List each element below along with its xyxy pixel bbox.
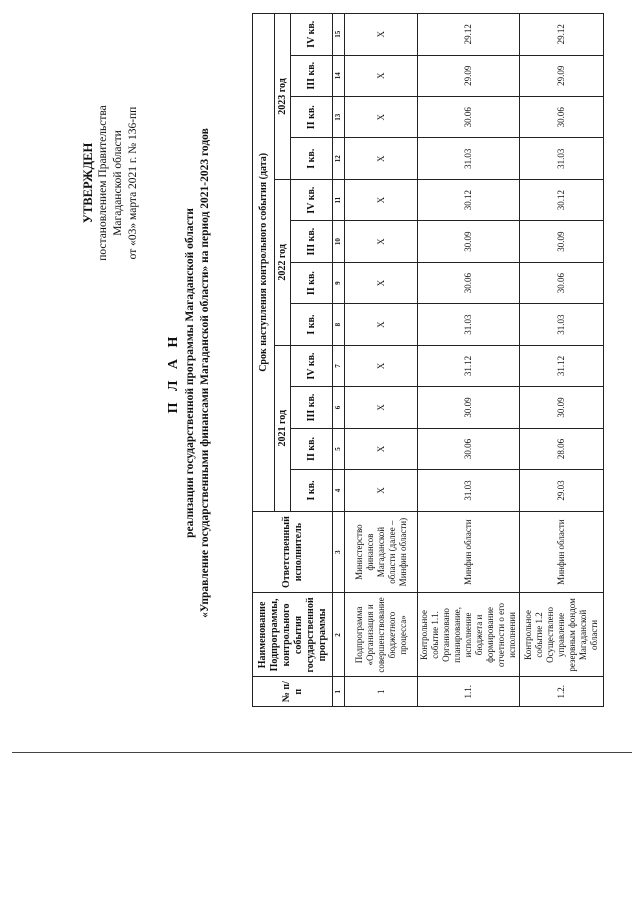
row-date: X (345, 96, 418, 137)
row-date: 31.12 (520, 345, 604, 386)
row-date: X (345, 470, 418, 511)
row-date: X (345, 14, 418, 56)
row-date: 29.03 (520, 470, 604, 511)
column-number: 11 (333, 179, 345, 220)
row-date: 30.06 (418, 96, 520, 137)
header-quarter: IV кв. (291, 345, 333, 386)
header-term: Срок наступления контрольного события (дата) (253, 14, 275, 512)
column-number: 14 (333, 55, 345, 96)
row-date: X (345, 262, 418, 303)
row-date: 30.09 (418, 221, 520, 262)
header-quarter: I кв. (291, 304, 333, 345)
table-row (418, 14, 520, 707)
row-date: 29.12 (520, 14, 604, 56)
header-num: № п/п (253, 677, 333, 707)
column-number: 10 (333, 221, 345, 262)
header-year-2021: 2021 год (275, 345, 291, 511)
title-word: П Л А Н (166, 332, 181, 414)
title-line-1: реализации государственной программы Магаданской области (184, 208, 196, 538)
row-date: 31.03 (520, 304, 604, 345)
header-quarter: III кв. (291, 387, 333, 428)
header-quarter: IV кв. (291, 179, 333, 220)
row-date: 30.09 (520, 221, 604, 262)
header-quarter: II кв. (291, 428, 333, 469)
row-date: 30.12 (418, 179, 520, 220)
row-date: 29.09 (418, 55, 520, 96)
row-date: 31.12 (418, 345, 520, 386)
header-executor: Ответственный исполнитель (253, 511, 333, 593)
row-date: X (345, 138, 418, 179)
row-date: 28.06 (520, 428, 604, 469)
document-title (166, 13, 213, 733)
row-date: 30.12 (520, 179, 604, 220)
row-date: X (345, 428, 418, 469)
column-number: 15 (333, 14, 345, 56)
row-date: 30.06 (520, 96, 604, 137)
approval-line-2: Магаданской области (112, 130, 124, 236)
row-date: 30.09 (520, 387, 604, 428)
row-date: 29.12 (418, 14, 520, 56)
rotated-document-page (0, 13, 599, 733)
row-date: 30.06 (418, 428, 520, 469)
row-date: 31.03 (418, 470, 520, 511)
column-number: 6 (333, 387, 345, 428)
column-number: 5 (333, 428, 345, 469)
title-line-2: «Управление государственными финансами Магаданской области» на период 2021-2023 годов (199, 128, 211, 618)
header-quarter: I кв. (291, 138, 333, 179)
row-num: 1.2. (520, 677, 604, 707)
row-date: 29.09 (520, 55, 604, 96)
header-quarter: III кв. (291, 221, 333, 262)
row-date: 31.03 (418, 138, 520, 179)
column-number: 3 (333, 511, 345, 593)
header-quarter: II кв. (291, 262, 333, 303)
row-executor: Министерство финансов Магаданской области (далее – Минфин области) (345, 511, 418, 593)
approval-line-1: постановлением Правительства (97, 105, 109, 261)
header-quarter: IV кв. (291, 14, 333, 56)
approval-line-3: от «03» марта 2021 г. № 136-пп (127, 106, 139, 260)
header-year-2022: 2022 год (275, 179, 291, 345)
row-date: X (345, 345, 418, 386)
approval-block (81, 33, 141, 333)
row-date: X (345, 304, 418, 345)
approval-heading: УТВЕРЖДЕН (81, 142, 95, 224)
header-year-2023: 2023 год (275, 14, 291, 180)
column-number: 4 (333, 470, 345, 511)
column-number: 1 (333, 677, 345, 707)
column-number: 13 (333, 96, 345, 137)
row-date: X (345, 55, 418, 96)
row-date: 30.06 (418, 262, 520, 303)
row-date: 31.03 (418, 304, 520, 345)
row-num: 1 (345, 677, 418, 707)
column-number: 2 (333, 593, 345, 677)
row-name: Контрольное событие 1.1. Организовано планирование, исполнение бюджета и формирование отчетности о его исполнении (418, 593, 520, 677)
header-name: Наименование Подпрограммы, контрольного события государственной программы (253, 593, 333, 677)
column-number: 9 (333, 262, 345, 303)
row-name: Контрольное событие 1.2 Осуществлено управление резервным фондом Магаданской области (520, 593, 604, 677)
row-date: 30.09 (418, 387, 520, 428)
column-number: 12 (333, 138, 345, 179)
header-quarter: II кв. (291, 96, 333, 137)
column-number-row (333, 14, 345, 707)
row-date: X (345, 221, 418, 262)
plan-table (252, 13, 604, 707)
row-num: 1.1. (418, 677, 520, 707)
column-number: 8 (333, 304, 345, 345)
table-row (520, 14, 604, 707)
row-name: Подпрограмма «Организация и совершенствование бюджетного процесса» (345, 593, 418, 677)
row-executor: Минфин области (418, 511, 520, 593)
row-date: 30.06 (520, 262, 604, 303)
row-date: X (345, 387, 418, 428)
page-divider-line (12, 752, 632, 753)
row-date: X (345, 179, 418, 220)
row-executor: Минфин области (520, 511, 604, 593)
column-number: 7 (333, 345, 345, 386)
row-date: 31.03 (520, 138, 604, 179)
table-row (345, 14, 418, 707)
header-quarter: I кв. (291, 470, 333, 511)
header-quarter: III кв. (291, 55, 333, 96)
